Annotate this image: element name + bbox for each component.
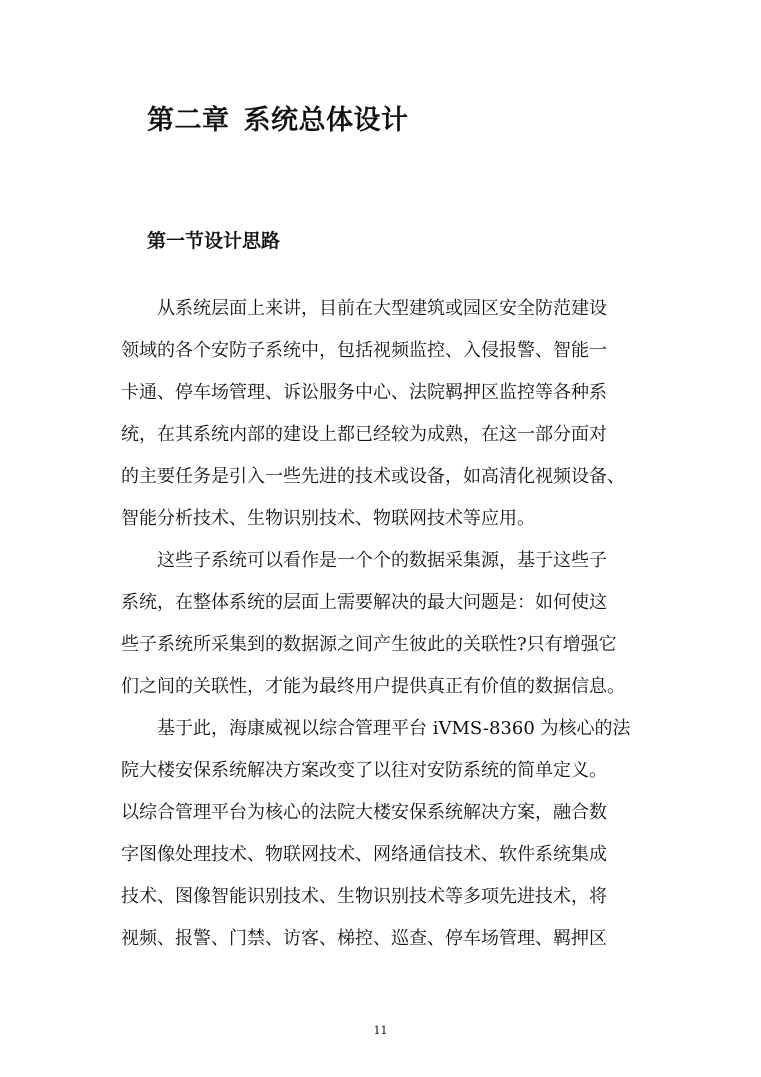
- body-line: 从系统层面上来讲，目前在大型建筑或园区安全防范建设: [157, 298, 607, 319]
- body-line: 字图像处理技术、物联网技术、网络通信技术、软件系统集成: [121, 844, 607, 865]
- body-line: 视频、报警、门禁、访客、梯控、巡查、停车场管理、羁押区: [121, 928, 607, 949]
- body-line: 院大楼安保系统解决方案改变了以往对安防系统的简单定义。: [121, 760, 607, 781]
- body-line: 以综合管理平台为核心的法院大楼安保系统解决方案，融合数: [121, 802, 607, 823]
- chapter-heading: [147, 98, 409, 137]
- body-line: 这些子系统可以看作是一个个的数据采集源，基于这些子: [157, 550, 607, 571]
- page-number: 11: [373, 1024, 388, 1037]
- body-line: 些子系统所采集到的数据源之间产生彼此的关联性?只有增强它: [121, 634, 617, 655]
- body-line: 卡通、停车场管理、诉讼服务中心、法院羁押区监控等各种系: [121, 382, 607, 403]
- section-heading: 第一节设计思路: [147, 230, 281, 252]
- chapter-number: 第二章: [147, 105, 230, 136]
- body-line: 领域的各个安防子系统中，包括视频监控、入侵报警、智能一: [121, 340, 607, 361]
- chapter-title: 系统总体设计: [243, 105, 409, 136]
- body-line: 基于此，海康威视以综合管理平台 iVMS-8360 为核心的法: [157, 718, 631, 739]
- body-line: 们之间的关联性，才能为最终用户提供真正有价值的数据信息。: [121, 676, 625, 697]
- body-line: 统，在其系统内部的建设上都已经较为成熟，在这一部分面对: [121, 424, 607, 445]
- body-line: 技术、图像智能识别技术、生物识别技术等多项先进技术，将: [121, 886, 607, 907]
- body-line: 智能分析技术、生物识别技术、物联网技术等应用。: [121, 508, 535, 529]
- body-line: 系统，在整体系统的层面上需要解决的最大问题是：如何使这: [121, 592, 607, 613]
- body-line: 的主要任务是引入一些先进的技术或设备，如高清化视频设备、: [121, 466, 625, 487]
